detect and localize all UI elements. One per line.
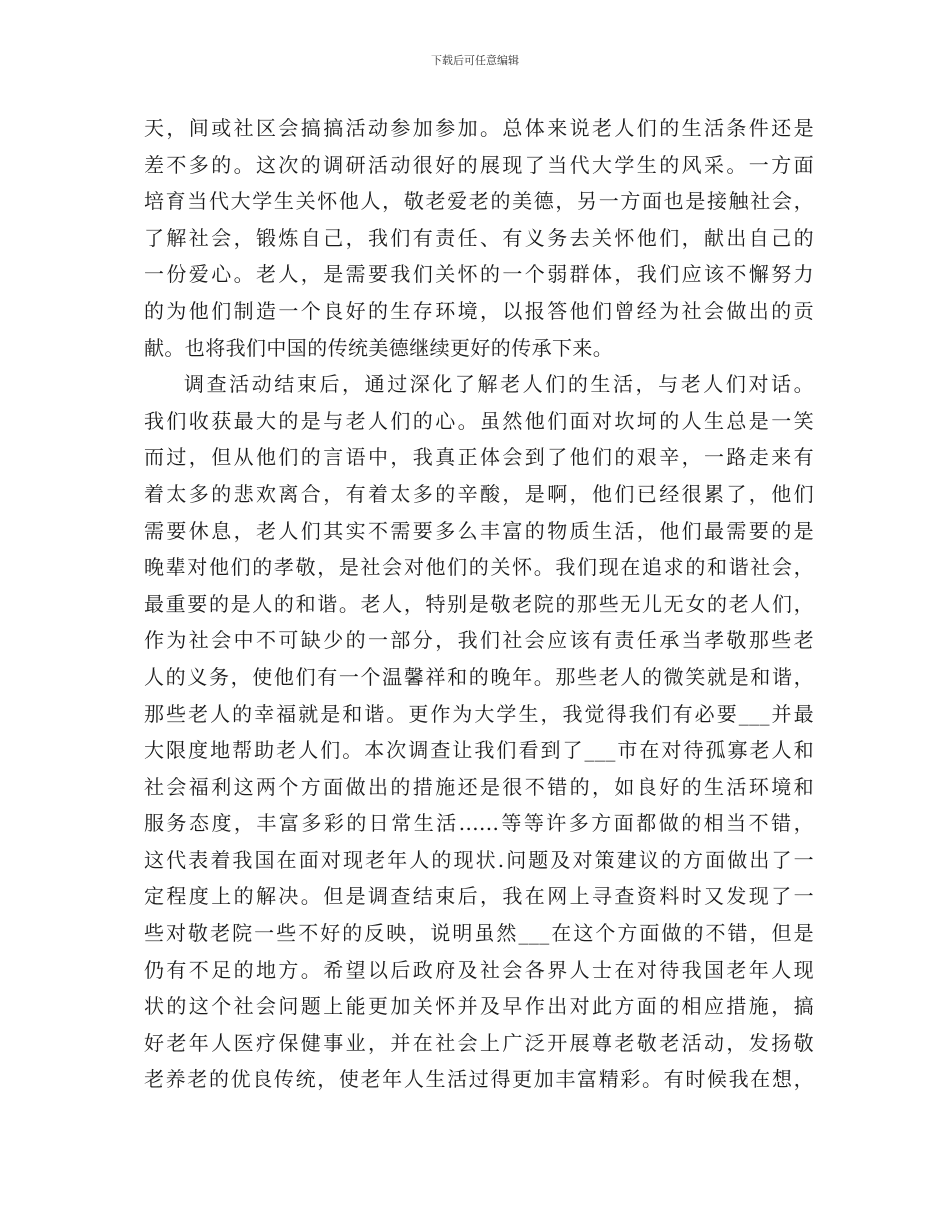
text-line: 晚辈对他们的孝敬，是社会对他们的关怀。我们现在追求的和谐社会， [144, 555, 814, 580]
text-line: 了解社会，锻炼自己，我们有责任、有义务去关怀他们，献出自己的 [144, 225, 814, 250]
text-line: 服务态度，丰富多彩的日常生活......等等许多方面都做的相当不错， [144, 811, 814, 836]
text-line: 些对敬老院一些不好的反映，说明虽然___在这个方面做的不错，但是 [144, 921, 814, 946]
text-line: 社会福利这两个方面做出的措施还是很不错的，如良好的生活环境和 [144, 774, 814, 799]
text-line: 大限度地帮助老人们。本次调查让我们看到了___市在对待孤寡老人和 [144, 738, 814, 763]
text-line: 而过，但从他们的言语中，我真正体会到了他们的艰辛，一路走来有 [144, 445, 814, 470]
document-body [144, 110, 814, 1098]
text-line: 这代表着我国在面对现老年人的现状.问题及对策建议的方面做出了一 [144, 847, 814, 872]
text-line: 天，间或社区会搞搞活动参加参加。总体来说老人们的生活条件还是 [144, 116, 814, 140]
text-line: 仍有不足的地方。希望以后政府及社会各界人士在对待我国老年人现 [144, 957, 814, 982]
paragraph-start-line: 调查活动结束后，通过深化了解老人们的生活，与老人们对话。 [184, 372, 814, 397]
text-line: 老养老的优良传统，使老年人生活过得更加丰富精彩。有时候我在想， [144, 1067, 814, 1092]
text-line: 培育当代大学生关怀他人，敬老爱老的美德，另一方面也是接触社会， [144, 189, 814, 214]
text-line: 的为他们制造一个良好的生存环境，以报答他们曾经为社会做出的贡 [144, 298, 814, 323]
paragraph-end-line: 献。也将我们中国的传统美德继续更好的传承下来。 [144, 335, 614, 360]
text-line: 那些老人的幸福就是和谐。更作为大学生，我觉得我们有必要___并最 [144, 701, 814, 726]
page-header-note: 下载后可任意编辑 [431, 54, 519, 67]
text-line: 着太多的悲欢离合，有着太多的辛酸，是啊，他们已经很累了，他们 [144, 481, 814, 506]
text-line: 最重要的是人的和谐。老人，特别是敬老院的那些无儿无女的老人们， [144, 591, 814, 616]
text-line: 作为社会中不可缺少的一部分，我们社会应该有责任承当孝敬那些老 [144, 628, 814, 653]
text-line: 状的这个社会问题上能更加关怀并及早作出对此方面的相应措施，搞 [144, 994, 814, 1019]
text-line: 一份爱心。老人，是需要我们关怀的一个弱群体，我们应该不懈努力 [144, 262, 814, 287]
text-line: 人的义务，使他们有一个温馨祥和的晚年。那些老人的微笑就是和谐， [144, 664, 814, 689]
text-line: 差不多的。这次的调研活动很好的展现了当代大学生的风采。一方面 [144, 152, 814, 177]
text-line: 我们收获最大的是与老人们的心。虽然他们面对坎坷的人生总是一笑 [144, 408, 814, 433]
text-line: 好老年人医疗保健事业，并在社会上广泛开展尊老敬老活动，发扬敬 [144, 1030, 814, 1055]
text-line: 需要休息，老人们其实不需要多么丰富的物质生活，他们最需要的是 [144, 518, 814, 543]
text-line: 定程度上的解决。但是调查结束后，我在网上寻查资料时又发现了一 [144, 884, 814, 909]
